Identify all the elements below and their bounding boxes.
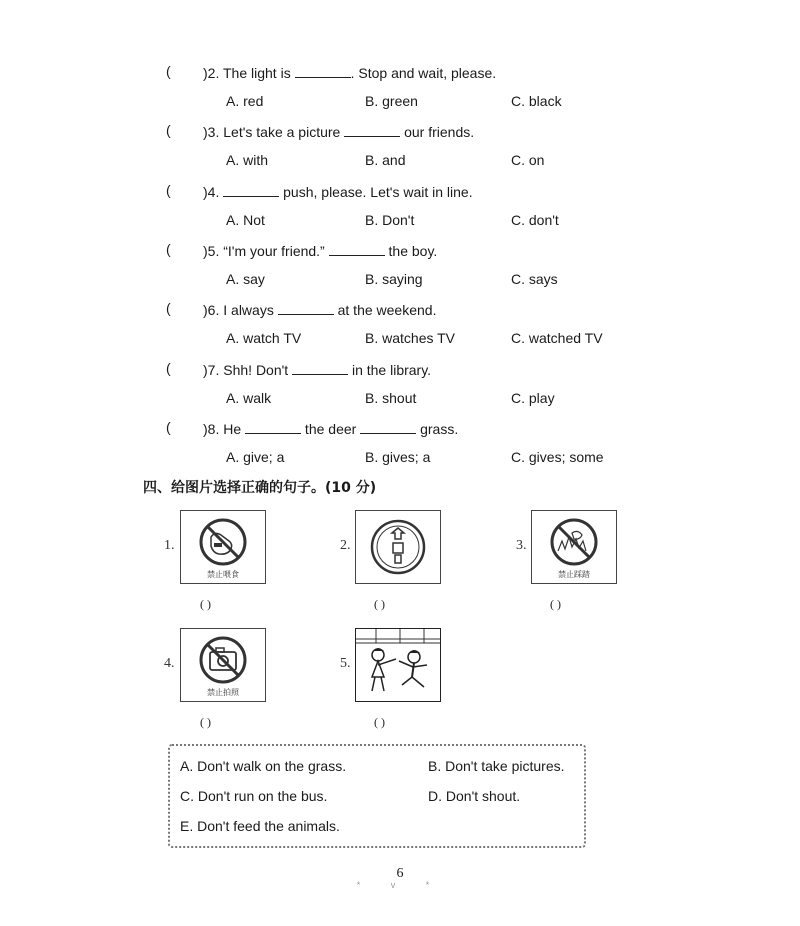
answer-blank-line[interactable] [292, 360, 348, 375]
no-pushing-icon [356, 511, 440, 583]
choice-c: C. Don't run on the bus. [180, 788, 328, 804]
question-text: )3. Let's take a picture our friends. [203, 124, 475, 140]
option-b[interactable]: B. and [365, 152, 406, 168]
question-stem: Shh! Don't [223, 362, 289, 378]
answer-paren[interactable]: ( [166, 241, 171, 257]
answer-paren-right: ) [203, 302, 208, 318]
options-row [0, 212, 800, 232]
answer-paren[interactable]: ( [166, 419, 171, 435]
options-row [0, 152, 800, 172]
answer-blank[interactable]: ( ) [374, 597, 385, 611]
section-title: 四、给图片选择正确的句子。(10 分) [143, 480, 377, 496]
picture-no-trampling [531, 510, 617, 584]
option-c[interactable]: C. watched TV [511, 330, 603, 346]
picture-no-feeding [180, 510, 266, 584]
question-number: 2 [207, 65, 216, 81]
answer-paren-right: ) [203, 243, 208, 259]
answer-blank-line[interactable] [295, 63, 351, 78]
answer-paren[interactable]: ( [166, 122, 171, 138]
option-a[interactable]: A. walk [226, 390, 272, 406]
options-row [0, 330, 800, 350]
picture-no-pushing [355, 510, 441, 584]
option-c[interactable]: C. on [511, 152, 545, 168]
picture-caption: 禁止拍照 [207, 688, 239, 697]
page-number: 6 [396, 866, 404, 881]
option-b[interactable]: B. shout [365, 390, 417, 406]
question-text: )6. I always at the weekend. [203, 302, 437, 318]
picture-caption: 禁止喂食 [207, 570, 239, 579]
answer-paren-right: ) [203, 65, 208, 81]
option-a[interactable]: A. red [226, 93, 264, 109]
answer-blank-line[interactable] [344, 122, 400, 137]
question-number: 3 [207, 124, 216, 140]
question-stem: The light is [223, 65, 291, 81]
options-row [0, 93, 800, 113]
option-b[interactable]: B. green [365, 93, 418, 109]
question-row [0, 122, 800, 142]
options-row [0, 449, 800, 469]
option-b[interactable]: B. Don't [365, 212, 415, 228]
choice-e: E. Don't feed the animals. [180, 818, 340, 834]
option-a[interactable]: A. give; a [226, 449, 285, 465]
options-row [0, 390, 800, 410]
option-c[interactable]: C. gives; some [511, 449, 604, 465]
option-a[interactable]: A. watch TV [226, 330, 302, 346]
question-stem: Let's take a picture [223, 124, 341, 140]
answer-blank-line[interactable] [245, 419, 301, 434]
answer-blank[interactable]: ( ) [200, 715, 211, 729]
picture-number: 1. [164, 538, 175, 553]
answer-blank-line[interactable] [360, 419, 416, 434]
answer-blank[interactable]: ( ) [200, 597, 211, 611]
option-c[interactable]: C. play [511, 390, 555, 406]
picture-caption: 禁止踩踏 [558, 570, 590, 579]
question-stem-end: grass. [416, 421, 459, 437]
picture-number: 2. [340, 538, 351, 553]
question-text: )8. He the deer grass. [203, 421, 459, 437]
choice-d: D. Don't shout. [428, 788, 521, 804]
question-number: 5 [207, 243, 216, 259]
picture-number: 4. [164, 656, 175, 671]
question-stem-end: push, please. Let's wait in line. [279, 184, 473, 200]
option-b[interactable]: B. watches TV [365, 330, 456, 346]
answer-paren[interactable]: ( [166, 300, 171, 316]
question-number: 4 [207, 184, 216, 200]
answer-paren-right: ) [203, 184, 208, 200]
answer-paren[interactable]: ( [166, 182, 171, 198]
answer-blank-line[interactable] [223, 182, 279, 197]
question-stem-end: our friends. [400, 124, 475, 140]
question-stem-end: . Stop and wait, please. [350, 65, 497, 81]
choice-a: A. Don't walk on the grass. [180, 758, 347, 774]
answer-blank[interactable]: ( ) [374, 715, 385, 729]
choice-b: B. Don't take pictures. [428, 758, 565, 774]
answer-paren-right: ) [203, 362, 208, 378]
question-stem: I always [223, 302, 274, 318]
question-text: )7. Shh! Don't in the library. [203, 362, 432, 378]
picture-no-camera [180, 628, 266, 702]
option-c[interactable]: C. don't [511, 212, 559, 228]
picture-number: 3. [516, 538, 527, 553]
question-row [0, 182, 800, 202]
question-stem: He [223, 421, 242, 437]
question-row [0, 419, 800, 439]
question-stem-end: in the library. [348, 362, 432, 378]
page-decoration: * v * [356, 880, 444, 890]
question-stem: “I'm your friend.” [223, 243, 325, 259]
option-c[interactable]: C. black [511, 93, 562, 109]
picture-running-children [355, 628, 441, 702]
question-number: 6 [207, 302, 216, 318]
question-number: 7 [207, 362, 216, 378]
question-row [0, 360, 800, 380]
option-a[interactable]: A. Not [226, 212, 265, 228]
answer-paren[interactable]: ( [166, 63, 171, 79]
answer-blank-line[interactable] [278, 300, 334, 315]
answer-paren-right: ) [203, 124, 208, 140]
picture-number: 5. [340, 656, 351, 671]
question-row [0, 63, 800, 83]
question-text: )5. “I'm your friend.” the boy. [203, 243, 438, 259]
question-text: )4. push, please. Let's wait in line. [203, 184, 473, 200]
question-number: 8 [207, 421, 216, 437]
question-row [0, 241, 800, 261]
option-a[interactable]: A. say [226, 271, 265, 287]
question-stem-end: the boy. [384, 243, 438, 259]
options-row [0, 271, 800, 291]
answer-paren[interactable]: ( [166, 360, 171, 376]
option-c[interactable]: C. says [511, 271, 558, 287]
option-b[interactable]: B. saying [365, 271, 423, 287]
answer-blank-line[interactable] [329, 241, 385, 256]
sentence-choices-box [168, 744, 586, 848]
question-stem-end: at the weekend. [333, 302, 437, 318]
question-text: )2. The light is . Stop and wait, please. [203, 65, 497, 81]
answer-paren-right: ) [203, 421, 208, 437]
option-a[interactable]: A. with [226, 152, 269, 168]
question-row [0, 300, 800, 320]
answer-blank[interactable]: ( ) [550, 597, 561, 611]
running-children-icon [356, 629, 440, 701]
question-stem-mid: the deer [301, 421, 357, 437]
option-b[interactable]: B. gives; a [365, 449, 431, 465]
